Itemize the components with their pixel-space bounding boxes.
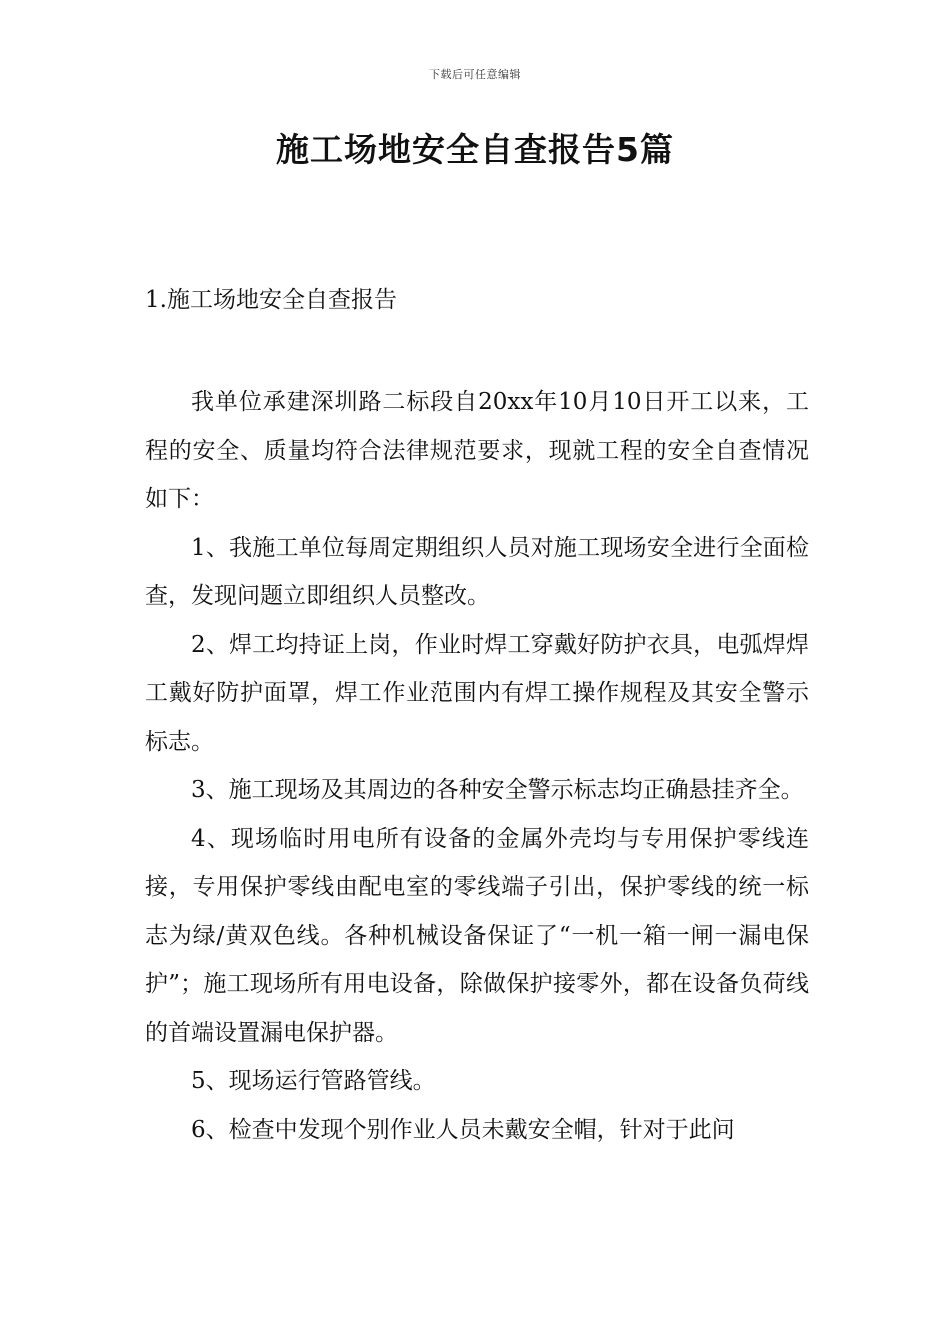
item-paragraph-2: 2、焊工均持证上岗，作业时焊工穿戴好防护衣具，电弧焊焊工戴好防护面罩，焊工作业范围内有焊工操作规程及其安全警示标志。 [145, 631, 809, 755]
header-note: 下载后可任意编辑 [429, 68, 521, 81]
item-paragraph-6: 6、检查中发现个别作业人员未戴安全帽，针对于此问 [191, 1116, 735, 1143]
intro-paragraph: 我单位承建深圳路二标段自20xx年10月10日开工以来，工程的安全、质量均符合法律规范要求，现就工程的安全自查情况如下： [145, 389, 809, 512]
item-paragraph-3: 3、施工现场及其周边的各种安全警示标志均正确悬挂齐全。 [191, 777, 804, 803]
item-paragraph-1: 1、我施工单位每周定期组织人员对施工现场安全进行全面检查，发现问题立即组织人员整改。 [145, 534, 809, 609]
item-paragraph-5: 5、现场运行管路管线。 [191, 1068, 436, 1094]
item-paragraph-4: 4、现场临时用电所有设备的金属外壳均与专用保护零线连接，专用保护零线由配电室的零线端子引出，保护零线的统一标志为绿/黄双色线。各种机械设备保证了“一机一箱一闸一漏电保护”；施工现场所有用电设备，除做保护接零外，都在设备负荷线的首端设置漏电保护器。 [145, 825, 809, 1046]
document-body [145, 378, 809, 1154]
section-heading: 1.施工场地安全自查报告 [145, 287, 397, 313]
document-title: 施工场地安全自查报告5篇 [276, 130, 674, 169]
